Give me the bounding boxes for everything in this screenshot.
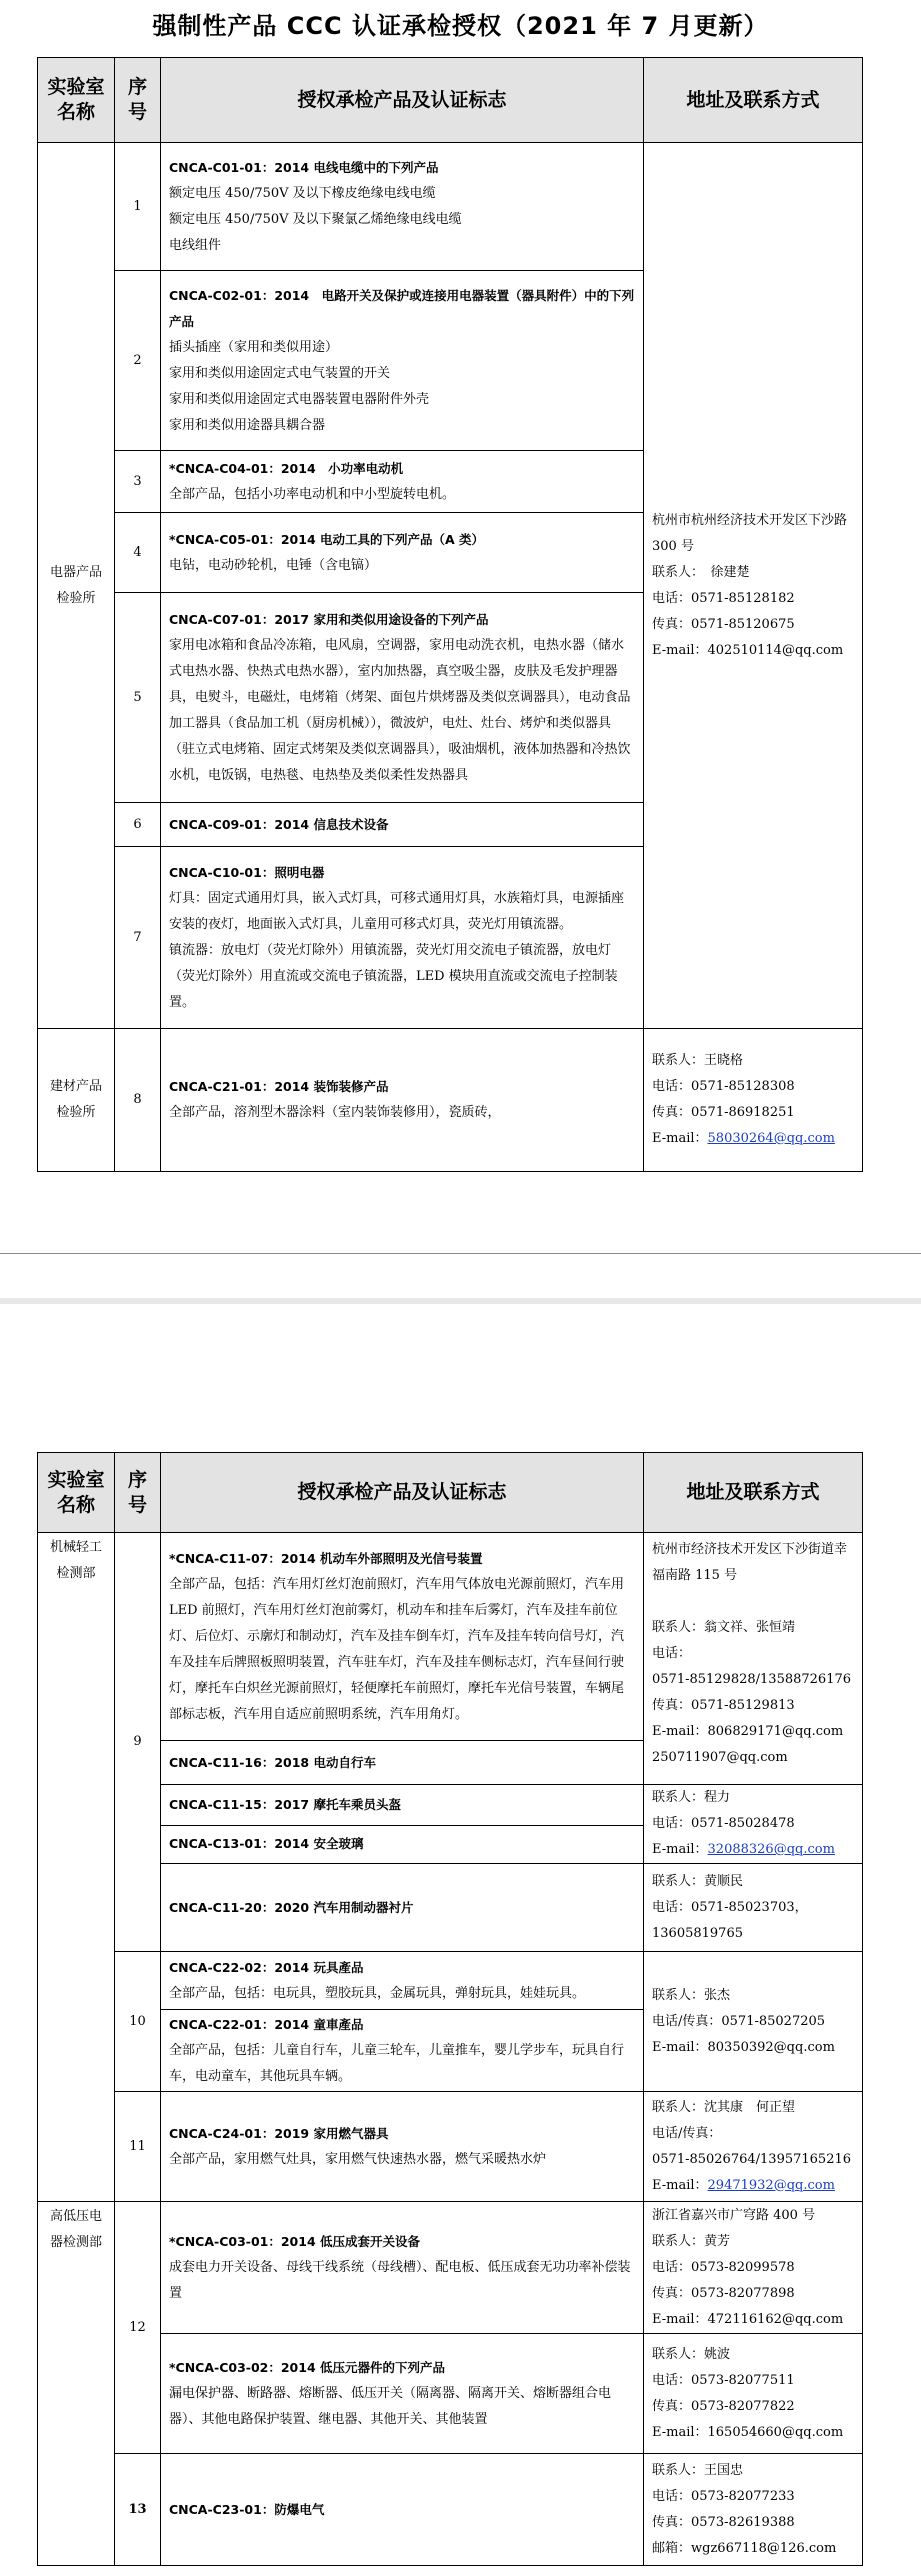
table-row	[38, 2334, 863, 2454]
product-title: CNCA-C11-16：2018 电动自行车	[169, 1754, 376, 1770]
phone-text: 13605819765	[652, 1925, 743, 1941]
phone-text: 电话/传真：0571-85027205	[652, 2013, 826, 2029]
product-cell	[161, 2454, 644, 2566]
product-cell	[161, 2202, 644, 2334]
email-text: E-mail：472116162@qq.com	[652, 2311, 844, 2327]
fax-text: 传真：0571-86918251	[652, 1105, 795, 1120]
contact-cell	[644, 1785, 863, 1864]
table-row	[38, 1952, 863, 2010]
product-cell	[161, 271, 644, 451]
row-seq: 2	[115, 271, 161, 451]
row-seq: 13	[115, 2454, 161, 2566]
row-seq: 8	[115, 1029, 161, 1172]
contact-cell	[644, 143, 863, 1029]
product-title: CNCA-C09-01：2014 信息技术设备	[169, 816, 389, 832]
product-cell	[161, 2092, 644, 2202]
email-label: E-mail：	[652, 1842, 708, 1857]
phone-text: 电话：0573-82077511	[652, 2372, 795, 2388]
phone-text: 电话：0573-82099578	[652, 2259, 795, 2275]
product-title: CNCA-C01-01：2014 电线电缆中的下列产品	[169, 159, 439, 175]
table-row	[38, 2202, 863, 2334]
table-row	[38, 1785, 863, 1826]
phone-text: 电话：0571-85023703，	[652, 1899, 808, 1915]
email-link[interactable]: 32088326@qq.com	[707, 1842, 835, 1857]
table-row	[38, 1864, 863, 1952]
phone-text: 0571-85129828/13588726176	[652, 1672, 852, 1687]
row-seq: 5	[115, 593, 161, 803]
product-cell	[161, 1533, 644, 1741]
header-seq: 序号	[115, 1453, 161, 1533]
header-address: 地址及联系方式	[644, 1453, 863, 1533]
email-link[interactable]: 29471932@qq.com	[707, 2177, 835, 2193]
product-title: CNCA-C22-01：2014 童車產品	[169, 2016, 364, 2032]
header-lab: 实验室名称	[38, 58, 115, 143]
product-line: 家用和类似用途固定式电器装置电器附件外壳	[169, 391, 430, 407]
email-line	[652, 1837, 854, 1863]
row-seq: 4	[115, 513, 161, 593]
spacer	[652, 1589, 854, 1615]
product-title: CNCA-C10-01：照明电器	[169, 864, 325, 880]
lab-name: 机械轻工检测部	[38, 1533, 115, 2202]
product-cell	[161, 847, 644, 1029]
product-title: CNCA-C11-20：2020 汽车用制动器衬片	[169, 1899, 414, 1915]
email-label: E-mail：	[652, 1131, 708, 1146]
lab-name: 电器产品检验所	[38, 143, 115, 1029]
document-title: 强制性产品 CCC 认证承检授权（2021 年 7 月更新）	[152, 12, 769, 40]
product-line: 插头插座（家用和类似用途）	[169, 339, 339, 355]
product-title: CNCA-C13-01：2014 安全玻璃	[169, 1836, 364, 1852]
product-line: 全部产品，包括：电玩具，塑胶玩具，金属玩具，弹射玩具，娃娃玩具。	[169, 1985, 586, 2001]
address-text: 浙江省嘉兴市广穹路 400 号	[652, 2207, 816, 2223]
product-cell	[161, 1029, 644, 1172]
product-line: 电钻，电动砂轮机，电锤（含电镐）	[169, 557, 378, 573]
email-text: E-mail：165054660@qq.com	[652, 2424, 844, 2440]
row-seq: 6	[115, 803, 161, 847]
header-seq: 序号	[115, 58, 161, 143]
product-title: CNCA-C23-01：防爆电气	[169, 2501, 325, 2517]
product-line: 全部产品，包括：汽车用灯丝灯泡前照灯，汽车用气体放电光源前照灯，汽车用 LED 前照灯，汽车用灯丝灯泡前雾灯，机动车和挂车后雾灯，汽车及挂车前位灯、后位灯、示廓灯和制动灯，汽车及挂车倒车灯，汽车及挂车转向信号灯，汽车及挂车后牌照板照明装置，汽车驻车灯，汽车及挂车侧标志灯，汽车昼间行驶灯，摩托车白炽丝光源前照灯，轻便摩托车前照灯，摩托车光信号装置，车辆尾部标志板，汽车用自适应前照明系统，汽车用角灯。	[169, 1576, 625, 1722]
product-line: 全部产品，家用燃气灶具，家用燃气快速热水器，燃气采暖热水炉	[169, 2151, 547, 2167]
header-product: 授权承检产品及认证标志	[161, 58, 644, 143]
contact-person: 联系人：程力	[652, 1790, 731, 1805]
email-text: 邮箱：wgz667118@126.com	[652, 2540, 837, 2556]
product-line: 全部产品，包括小功率电动机和中小型旋转电机。	[169, 486, 456, 502]
row-seq: 3	[115, 451, 161, 513]
email-text: E-mail：806829171@qq.com	[652, 1724, 844, 1739]
fax-text: 传真：0573-82619388	[652, 2514, 795, 2530]
header-address: 地址及联系方式	[644, 58, 863, 143]
product-cell	[161, 143, 644, 271]
phone-text: 0571-85026764/13957165216	[652, 2151, 852, 2167]
fax-text: 传真：0573-82077898	[652, 2285, 795, 2301]
product-cell	[161, 1741, 644, 1785]
phone-text: 电话：0573-82077233	[652, 2488, 795, 2504]
product-line: 电线组件	[169, 237, 222, 253]
lab-name: 高低压电器检测部	[38, 2202, 115, 2566]
product-title: CNCA-C11-15：2017 摩托车乘员头盔	[169, 1796, 401, 1812]
header-product: 授权承检产品及认证标志	[161, 1453, 644, 1533]
product-title: CNCA-C02-01：2014 电路开关及保护或连接用电器装置（器具附件）中的下列产品	[169, 287, 635, 329]
email-line	[652, 2173, 854, 2199]
contact-cell	[644, 1029, 863, 1172]
table-row	[38, 1029, 863, 1172]
product-cell	[161, 2010, 644, 2092]
row-seq: 12	[115, 2202, 161, 2454]
row-seq: 1	[115, 143, 161, 271]
page-gap	[0, 1298, 921, 1304]
product-title: CNCA-C07-01：2017 家用和类似用途设备的下列产品	[169, 611, 489, 627]
table-header-row	[38, 58, 863, 143]
header-lab: 实验室名称	[38, 1453, 115, 1533]
product-cell	[161, 1864, 644, 1952]
contact-cell	[644, 2454, 863, 2566]
contact-person: 联系人：黄顺民	[652, 1873, 744, 1889]
product-cell	[161, 1825, 644, 1864]
product-cell	[161, 803, 644, 847]
row-seq: 9	[115, 1533, 161, 1952]
product-title: CNCA-C24-01：2019 家用燃气器具	[169, 2125, 389, 2141]
contact-person: 联系人：王国忠	[652, 2462, 744, 2478]
address-text: 杭州市经济技术开发区下沙街道幸福南路 115 号	[652, 1542, 848, 1583]
contact-cell	[644, 2334, 863, 2454]
product-line: 家用和类似用途器具耦合器	[169, 417, 326, 433]
contact-person: 联系人： 徐建楚	[652, 564, 750, 580]
phone-text: 电话：0571-85028478	[652, 1816, 795, 1831]
contact-person: 联系人：王晓格	[652, 1053, 744, 1068]
email-link[interactable]: 58030264@qq.com	[707, 1131, 835, 1146]
row-seq: 10	[115, 1952, 161, 2092]
address-text: 杭州市杭州经济技术开发区下沙路 300 号	[652, 512, 848, 554]
product-line: 额定电压 450/750V 及以下聚氯乙烯绝缘电线电缆	[169, 211, 462, 227]
contact-person: 联系人：沈其康 何正望	[652, 2099, 796, 2115]
contact-cell	[644, 2092, 863, 2202]
table-header-row	[38, 1453, 863, 1533]
product-title: *CNCA-C04-01：2014 小功率电动机	[169, 460, 404, 476]
product-title: *CNCA-C05-01：2014 电动工具的下列产品（A 类）	[169, 531, 485, 547]
product-line: 全部产品，包括：儿童自行车，儿童三轮车，儿童推车，婴儿学步车，玩具自行车，电动童车，其他玩具车辆。	[169, 2042, 625, 2084]
email-text: E-mail：402510114@qq.com	[652, 642, 844, 658]
product-line: 灯具：固定式通用灯具，嵌入式灯具，可移式通用灯具，水族箱灯具，电源插座安装的夜灯，地面嵌入式灯具，儿童用可移式灯具，荧光灯用镇流器。	[169, 890, 625, 932]
table-row	[38, 1533, 863, 1741]
table-row	[38, 2454, 863, 2566]
product-line: 成套电力开关设备、母线干线系统（母线槽）、配电板、低压成套无功功率补偿装置	[169, 2259, 631, 2301]
product-line: 全部产品，溶剂型木器涂料（室内装饰装修用），瓷质砖，	[169, 1105, 501, 1120]
phone-label: 电话：	[652, 1646, 692, 1661]
product-title: CNCA-C21-01：2014 装饰装修产品	[169, 1079, 389, 1094]
contact-cell	[644, 1533, 863, 1785]
product-line: 家用和类似用途固定式电气装置的开关	[169, 365, 391, 381]
contact-person: 联系人：翁文祥、张恒靖	[652, 1620, 796, 1635]
page-separator-line	[0, 1253, 921, 1254]
phone-text: 电话：0571-85128182	[652, 590, 795, 606]
product-cell	[161, 1952, 644, 2010]
product-cell	[161, 451, 644, 513]
row-seq: 7	[115, 847, 161, 1029]
contact-person: 联系人：张杰	[652, 1987, 731, 2003]
product-line: 家用电冰箱和食品冷冻箱，电风扇，空调器，家用电动洗衣机，电热水器（储水式电热水器、快热式电热水器），室内加热器，真空吸尘器，皮肤及毛发护理器具，电熨斗，电磁灶，电烤箱（烤架、面包片烘烤器及类似烹调器具），电动食品加工器具（食品加工机（厨房机械）），微波炉，电灶、灶台、烤炉和类似器具（驻立式电烤箱、固定式烤架及类似烹调器具），吸油烟机，液体加热器和冷热饮水机，电饭锅，电热毯、电热垫及类似柔性发热器具	[169, 637, 631, 783]
table-row	[38, 143, 863, 271]
fax-text: 传真：0571-85129813	[652, 1698, 795, 1713]
authorization-table-page-1	[37, 57, 863, 1172]
fax-text: 传真：0573-82077822	[652, 2398, 795, 2414]
row-seq: 11	[115, 2092, 161, 2202]
product-cell	[161, 593, 644, 803]
contact-cell	[644, 2202, 863, 2334]
product-title: CNCA-C22-02：2014 玩具產品	[169, 1959, 364, 1975]
contact-cell	[644, 1864, 863, 1952]
lab-name: 建材产品检验所	[38, 1029, 115, 1172]
phone-label: 电话/传真：	[652, 2125, 722, 2141]
product-title: *CNCA-C03-02：2014 低压元器件的下列产品	[169, 2359, 446, 2375]
table-row	[38, 2092, 863, 2202]
product-cell	[161, 1785, 644, 1826]
product-line: 漏电保护器、断路器、熔断器、低压开关（隔离器、隔离开关、熔断器组合电器）、其他电路保护装置、继电器、其他开关、其他装置	[169, 2385, 612, 2427]
phone-text: 电话：0571-85128308	[652, 1079, 795, 1094]
product-title: *CNCA-C11-07：2014 机动车外部照明及光信号装置	[169, 1550, 483, 1566]
product-cell	[161, 513, 644, 593]
product-title: *CNCA-C03-01：2014 低压成套开关设备	[169, 2233, 421, 2249]
product-cell	[161, 2334, 644, 2454]
contact-person: 联系人：黄芳	[652, 2233, 731, 2249]
product-line: 镇流器：放电灯（荧光灯除外）用镇流器，荧光灯用交流电子镇流器，放电灯（荧光灯除外）用直流或交流电子镇流器，LED 模块用直流或交流电子控制装置。	[169, 942, 618, 1010]
contact-person: 联系人：姚波	[652, 2346, 731, 2362]
email-text: E-mail：80350392@qq.com	[652, 2039, 835, 2055]
contact-cell	[644, 1952, 863, 2092]
email-label: E-mail：	[652, 2177, 708, 2193]
email-text: 250711907@qq.com	[652, 1750, 788, 1765]
email-line	[652, 1126, 854, 1152]
fax-text: 传真：0571-85120675	[652, 616, 795, 632]
authorization-table-page-2	[37, 1452, 863, 2566]
product-line: 额定电压 450/750V 及以下橡皮绝缘电线电缆	[169, 185, 436, 201]
